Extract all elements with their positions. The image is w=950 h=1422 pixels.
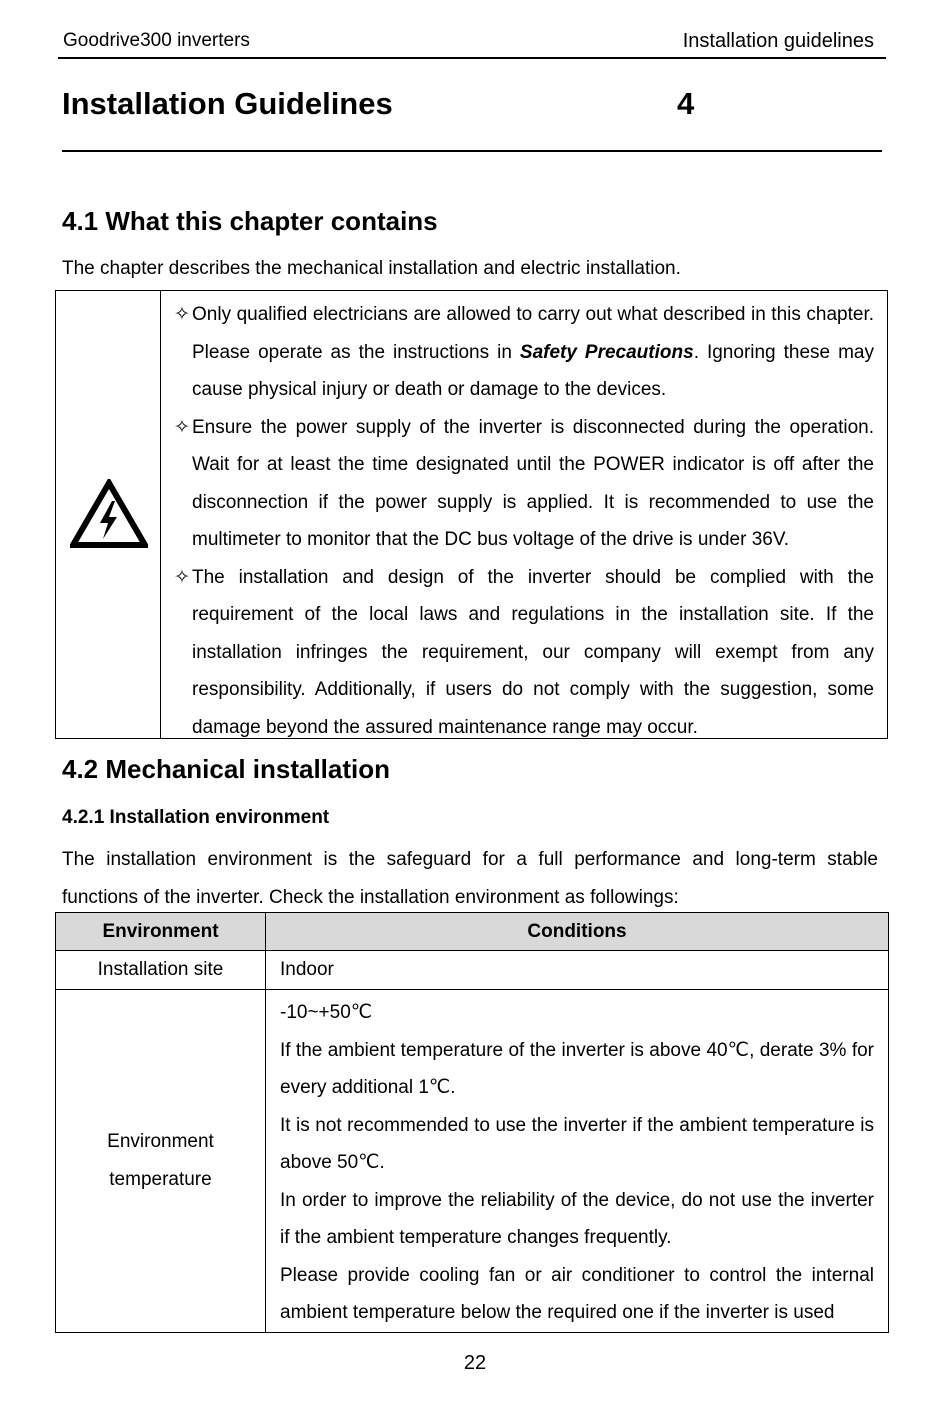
warning-list [174,296,874,746]
chapter-title: Installation Guidelines [62,86,393,121]
warning-box [55,290,888,739]
section-heading-4-2: 4.2 Mechanical installation [62,754,390,784]
environment-cell: Installation site [56,951,266,990]
warning-item-text: Only qualified electricians are allowed to carry out what described in this chapter. Please operate as the instructions in [192,304,874,363]
chapter-number: 4 [677,86,695,121]
section-4-1-intro: The chapter describes the mechanical installation and electric installation. [62,258,681,279]
table-header-row [56,913,889,951]
warning-item-text: Ensure the power supply of the inverter is disconnected during the operation. Wait for at least the time designated until the POWER indicator is off after the disconnection if the power supply is applied. It is recommended to use the multimeter to monitor that the DC bus voltage of the drive is under 36V. [192,416,874,550]
conditions-cell: Indoor [266,951,889,990]
condition-line: -10~+50℃ [280,1002,373,1023]
environment-label-line: temperature [109,1168,212,1190]
running-header-left: Goodrive300 inverters [63,30,250,51]
table-row [56,990,889,1333]
warning-item [174,409,874,559]
conditions-cell [266,990,889,1333]
condition-line: Please provide cooling fan or air conditioner to control the internal ambient temperature below the required one if the inverter is used [280,1264,874,1323]
chapter-rule [62,150,882,152]
table-row [56,951,889,990]
warning-item-text: The installation and design of the inverter should be complied with the requirement of the local laws and regulations in the installation site. If the installation infringes the requirement, our company will exempt from any responsibility. Additionally, if users do not comply with the suggestion, some damage beyond the assured maintenance range may occur. [192,566,874,738]
environment-label-line: Environment [107,1130,214,1152]
warning-item [174,296,874,409]
condition-line: If the ambient temperature of the inverter is above 40℃, derate 3% for every additional 1℃. [280,1039,874,1098]
installation-environment-table [55,912,889,1333]
condition-line: It is not recommended to use the inverter if the ambient temperature is above 50℃. [280,1114,874,1173]
subsection-heading-4-2-1: 4.2.1 Installation environment [62,807,330,828]
column-header-environment: Environment [56,913,266,951]
environment-cell [56,990,266,1333]
high-voltage-warning-icon [70,479,148,549]
bullet-star-icon: ✧ [174,566,190,588]
section-heading-4-1: 4.1 What this chapter contains [62,206,438,236]
condition-line: In order to improve the reliability of the device, do not use the inverter if the ambient temperature changes frequently. [280,1189,874,1248]
bullet-star-icon: ✧ [174,304,190,325]
safety-precautions-reference: Safety Precautions [519,341,694,363]
warning-box-divider [160,291,161,738]
column-header-conditions: Conditions [266,913,889,951]
running-header-right: Installation guidelines [682,30,874,52]
warning-item [174,559,874,747]
page-number: 22 [463,1352,487,1374]
section-4-2-1-intro: The installation environment is the safeguard for a full performance and long-term stable functions of the inverter. Check the installation environment as followings: [62,849,878,908]
warning-item-text: . Ignoring these may cause physical injury or death or damage to the devices. [192,341,874,400]
header-rule [58,57,886,59]
bullet-star-icon: ✧ [174,416,190,438]
